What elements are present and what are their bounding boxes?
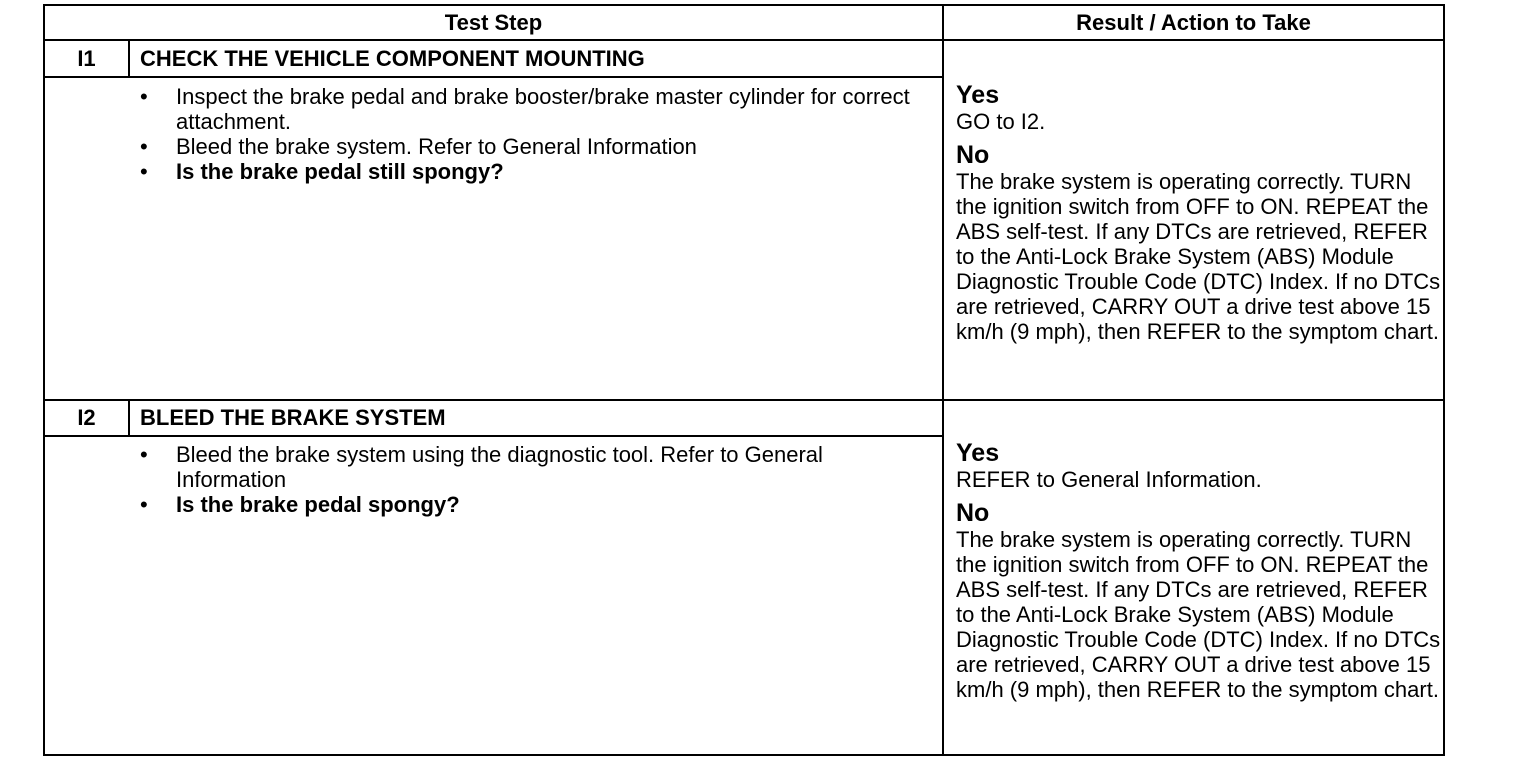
step-id-divider xyxy=(128,41,130,76)
step-title-divider xyxy=(45,435,942,437)
bullet-icon: • xyxy=(140,84,148,109)
step-result xyxy=(956,439,1446,702)
yes-action: GO to I2. xyxy=(956,109,1046,134)
step-id: I1 xyxy=(77,46,96,71)
no-label: No xyxy=(956,141,990,169)
step-title: CHECK THE VEHICLE COMPONENT MOUNTING xyxy=(140,46,645,71)
question-text: Is the brake pedal still spongy? xyxy=(176,159,504,184)
header-result-action: Result / Action to Take xyxy=(944,6,1443,41)
instruction-text: Inspect the brake pedal and brake booster/brake master cylinder for correct attachment. xyxy=(176,84,910,134)
instruction-question xyxy=(138,492,928,517)
yes-action: REFER to General Information. xyxy=(956,467,1262,492)
step-title: BLEED THE BRAKE SYSTEM xyxy=(140,405,446,430)
bullet-icon: • xyxy=(140,159,148,184)
yes-label: Yes xyxy=(956,439,1000,467)
bullet-icon: • xyxy=(140,442,148,467)
question-text: Is the brake pedal spongy? xyxy=(176,492,460,517)
step-result xyxy=(956,81,1446,344)
yes-label: Yes xyxy=(956,81,1000,109)
step-instructions xyxy=(138,442,928,517)
step-title-divider xyxy=(45,76,942,78)
no-action: The brake system is operating correctly. TURN the ignition switch from OFF to ON. REPEAT the ABS self-test. If any DTCs are retrieved, REFER to the Anti-Lock Brake System (ABS) Module Diagnostic Trouble Code (DTC) Index. If no DTCs are retrieved, CARRY OUT a drive test above 15 km/h (9 mph), then REFER to the symptom chart. xyxy=(956,169,1441,344)
column-divider xyxy=(942,39,944,756)
no-action: The brake system is operating correctly. TURN the ignition switch from OFF to ON. REPEAT the ABS self-test. If any DTCs are retrieved, REFER to the Anti-Lock Brake System (ABS) Module Diagnostic Trouble Code (DTC) Index. If no DTCs are retrieved, CARRY OUT a drive test above 15 km/h (9 mph), then REFER to the symptom chart. xyxy=(956,527,1441,702)
instruction-item xyxy=(138,134,928,159)
bullet-icon: • xyxy=(140,492,148,517)
instruction-text: Bleed the brake system. Refer to General Information xyxy=(176,134,697,159)
instruction-item xyxy=(138,442,928,492)
header-test-step: Test Step xyxy=(45,6,944,41)
step-id-divider xyxy=(128,401,130,436)
bullet-icon: • xyxy=(140,134,148,159)
step-id: I2 xyxy=(77,405,96,430)
instruction-text: Bleed the brake system using the diagnostic tool. Refer to General Information xyxy=(176,442,823,492)
instruction-question xyxy=(138,159,928,184)
step-divider xyxy=(45,399,1443,401)
no-label: No xyxy=(956,499,990,527)
step-instructions xyxy=(138,84,928,184)
instruction-item xyxy=(138,84,928,134)
diagnostic-table xyxy=(43,4,1445,756)
